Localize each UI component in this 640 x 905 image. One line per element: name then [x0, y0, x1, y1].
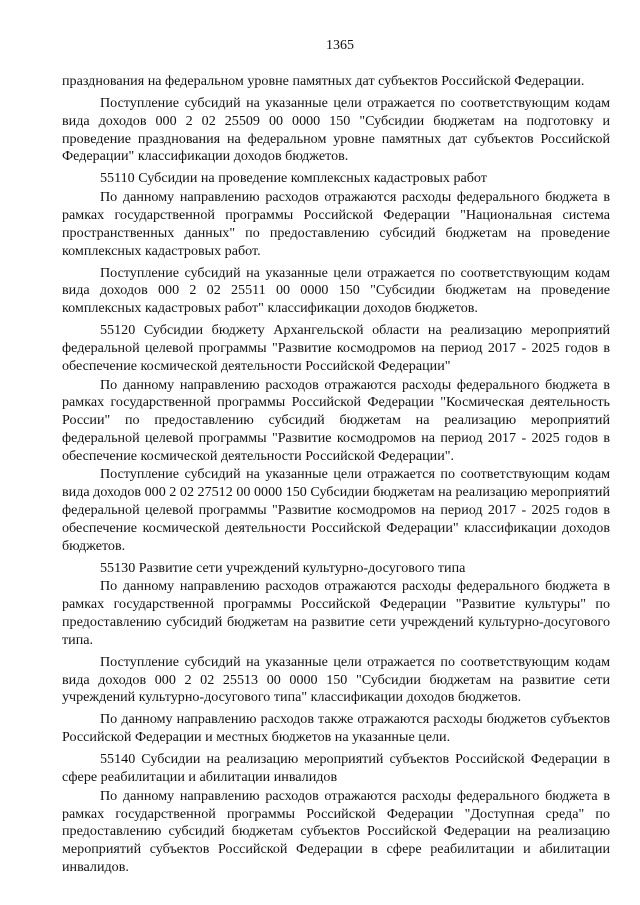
paragraph-expenses-55120: По данному направлению расходов отражаются расходы федерального бюджета в рамках государственной программы Российской Федерации "Космическая деятельность России" по предоставлению субсидий бюджетам на реализацию мероприятий федеральной целевой программы "Развитие космодромов на период 2017 - 2025 годов в обеспечение космической деятельности Российской Федерации". — [62, 376, 610, 464]
paragraph-income-25509: Поступление субсидий на указанные цели отражается по соответствующим кодам вида доходов 000 2 02 25509 00 0000 150 "Субсидии бюджетам на подготовку и проведение празднования на федеральном уровне памятных дат субъектов Российской Федерации" классификации доходов бюджетов. — [62, 94, 610, 165]
page-number: 1365 — [326, 38, 354, 53]
paragraph-income-25511: Поступление субсидий на указанные цели отражается по соответствующим кодам вида доходов 000 2 02 25511 00 0000 150 "Субсидии бюджетам на проведение комплексных кадастровых работ" классификации доходов бюджетов. — [62, 264, 610, 317]
section-heading-55110: 55110 Субсидии на проведение комплексных кадастровых работ — [100, 170, 487, 187]
paragraph-expenses-55140: По данному направлению расходов отражаются расходы федерального бюджета в рамках государственной программы Российской Федерации "Доступная среда" по предоставлению субсидий бюджетам субъектов Российской Федерации на реализацию мероприятий субъектов Российской Федерации в сфере реабилитации и абилитации инвалидов. — [62, 787, 610, 875]
paragraph-expenses-55110: По данному направлению расходов отражаются расходы федерального бюджета в рамках государственной программы Российской Федерации "Национальная система пространственных данных" по предоставлению субсидий бюджетам на проведение комплексных кадастровых работ. — [62, 189, 610, 259]
section-heading-55120: 55120 Субсидии бюджету Архангельской области на реализацию мероприятий федеральной целевой программы "Развитие космодромов на период 2017 - 2025 годов в обеспечение космической деятельности Российской Федерации" — [62, 322, 610, 374]
paragraph-income-25513: Поступление субсидий на указанные цели отражается по соответствующим кодам вида доходов 000 2 02 25513 00 0000 150 "Субсидии бюджетам на развитие сети учреждений культурно-досугового типа" классификации доходов бюджетов. — [62, 653, 610, 706]
paragraph-income-27512: Поступление субсидий на указанные цели отражается по соответствующим кодам вида доходов 000 2 02 27512 00 0000 150 Субсидии бюджетам на реализацию мероприятий федеральной целевой программы "Развитие космодромов на период 2017 - 2025 годов в обеспечение космической деятельности Российской Федерации" классификации доходов бюджетов. — [62, 466, 610, 554]
paragraph-also-expenses-55130: По данному направлению расходов также отражаются расходы бюджетов субъектов Российской Федерации и местных бюджетов на указанные цели. — [62, 711, 610, 746]
document-body — [62, 73, 610, 877]
paragraph-continuation: празднования на федеральном уровне памятных дат субъектов Российской Федерации. — [62, 73, 585, 89]
section-heading-55130: 55130 Развитие сети учреждений культурно-досугового типа — [100, 559, 466, 576]
section-heading-55140: 55140 Субсидии на реализацию мероприятий субъектов Российской Федерации в сфере реабилитации и абилитации инвалидов — [62, 751, 610, 785]
paragraph-expenses-55130: По данному направлению расходов отражаются расходы федерального бюджета в рамках государственной программы Российской Федерации "Развитие культуры" по предоставлению субсидий бюджетам на развитие сети учреждений культурно-досугового типа. — [62, 578, 610, 648]
